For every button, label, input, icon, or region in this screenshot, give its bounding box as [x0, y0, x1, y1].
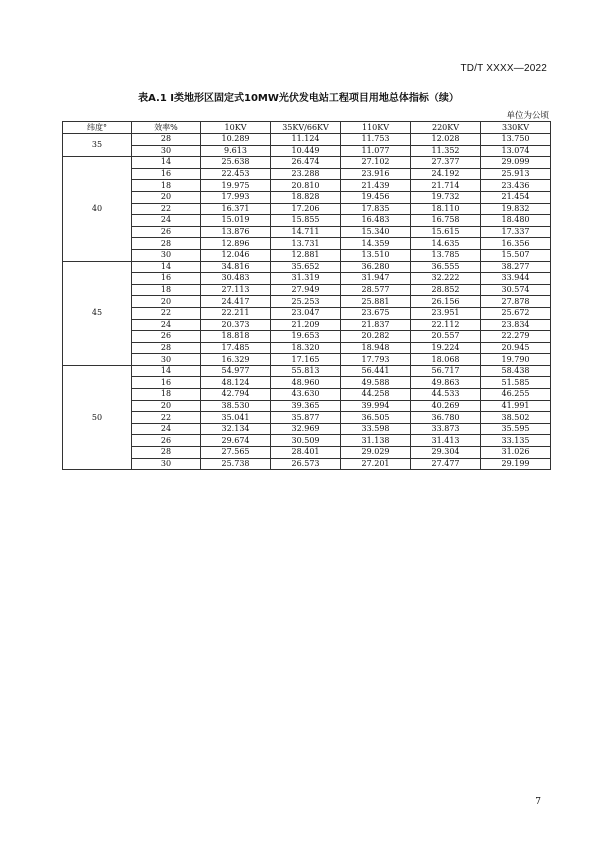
value-cell: 39.365 [271, 400, 341, 412]
value-cell: 36.780 [411, 412, 481, 424]
value-cell: 19.224 [411, 342, 481, 354]
value-cell: 20.945 [481, 342, 551, 354]
value-cell: 28.577 [341, 284, 411, 296]
value-cell: 22.211 [201, 307, 271, 319]
value-cell: 22.279 [481, 331, 551, 343]
value-cell: 28.401 [271, 447, 341, 459]
column-header: 220KV [411, 122, 481, 134]
efficiency-cell: 24 [132, 423, 201, 435]
efficiency-cell: 26 [132, 226, 201, 238]
value-cell: 26.156 [411, 296, 481, 308]
value-cell: 20.373 [201, 319, 271, 331]
value-cell: 27.949 [271, 284, 341, 296]
efficiency-cell: 22 [132, 412, 201, 424]
value-cell: 15.615 [411, 226, 481, 238]
efficiency-cell: 30 [132, 145, 201, 157]
value-cell: 23.047 [271, 307, 341, 319]
value-cell: 35.595 [481, 423, 551, 435]
value-cell: 13.750 [481, 134, 551, 146]
land-use-index-table [62, 121, 551, 470]
value-cell: 29.029 [341, 447, 411, 459]
efficiency-cell: 22 [132, 307, 201, 319]
efficiency-cell: 28 [132, 447, 201, 459]
value-cell: 19.732 [411, 191, 481, 203]
value-cell: 42.794 [201, 389, 271, 401]
efficiency-cell: 14 [132, 365, 201, 377]
column-header: 35KV/66KV [271, 122, 341, 134]
value-cell: 35.041 [201, 412, 271, 424]
table-title: 表A.1 Ⅰ类地形区固定式10MW光伏发电站工程项目用地总体指标（续） [138, 93, 459, 104]
value-cell: 22.112 [411, 319, 481, 331]
efficiency-cell: 20 [132, 191, 201, 203]
value-cell: 49.863 [411, 377, 481, 389]
efficiency-cell: 24 [132, 319, 201, 331]
value-cell: 33.598 [341, 423, 411, 435]
value-cell: 22.453 [201, 168, 271, 180]
value-cell: 38.530 [201, 400, 271, 412]
value-cell: 19.975 [201, 180, 271, 192]
column-header: 330KV [481, 122, 551, 134]
efficiency-cell: 14 [132, 261, 201, 273]
value-cell: 12.896 [201, 238, 271, 250]
value-cell: 44.258 [341, 389, 411, 401]
efficiency-cell: 22 [132, 203, 201, 215]
table-row [63, 400, 551, 412]
value-cell: 49.588 [341, 377, 411, 389]
value-cell: 15.340 [341, 226, 411, 238]
value-cell: 15.507 [481, 249, 551, 261]
column-header: 10KV [201, 122, 271, 134]
value-cell: 14.711 [271, 226, 341, 238]
latitude-group [63, 261, 551, 365]
value-cell: 38.502 [481, 412, 551, 424]
value-cell: 13.510 [341, 249, 411, 261]
value-cell: 17.485 [201, 342, 271, 354]
efficiency-cell: 30 [132, 249, 201, 261]
value-cell: 20.810 [271, 180, 341, 192]
value-cell: 43.630 [271, 389, 341, 401]
value-cell: 25.638 [201, 157, 271, 169]
value-cell: 28.852 [411, 284, 481, 296]
table-row [63, 157, 551, 169]
latitude-group [63, 134, 551, 157]
efficiency-cell: 28 [132, 342, 201, 354]
value-cell: 17.793 [341, 354, 411, 366]
value-cell: 16.371 [201, 203, 271, 215]
value-cell: 10.289 [201, 134, 271, 146]
value-cell: 13.785 [411, 249, 481, 261]
value-cell: 15.855 [271, 215, 341, 227]
table-row [63, 296, 551, 308]
value-cell: 13.731 [271, 238, 341, 250]
value-cell: 18.818 [201, 331, 271, 343]
efficiency-cell: 28 [132, 238, 201, 250]
value-cell: 13.876 [201, 226, 271, 238]
value-cell: 12.881 [271, 249, 341, 261]
value-cell: 48.960 [271, 377, 341, 389]
value-cell: 19.790 [481, 354, 551, 366]
value-cell: 25.738 [201, 458, 271, 470]
efficiency-cell: 16 [132, 273, 201, 285]
efficiency-cell: 18 [132, 284, 201, 296]
value-cell: 20.282 [341, 331, 411, 343]
value-cell: 27.113 [201, 284, 271, 296]
value-cell: 21.714 [411, 180, 481, 192]
value-cell: 54.977 [201, 365, 271, 377]
table-row [63, 226, 551, 238]
value-cell: 27.201 [341, 458, 411, 470]
value-cell: 29.199 [481, 458, 551, 470]
value-cell: 51.585 [481, 377, 551, 389]
value-cell: 11.077 [341, 145, 411, 157]
value-cell: 23.675 [341, 307, 411, 319]
value-cell: 24.417 [201, 296, 271, 308]
value-cell: 40.269 [411, 400, 481, 412]
table-row [63, 423, 551, 435]
value-cell: 20.557 [411, 331, 481, 343]
table-row [63, 377, 551, 389]
value-cell: 33.135 [481, 435, 551, 447]
value-cell: 33.873 [411, 423, 481, 435]
value-cell: 31.319 [271, 273, 341, 285]
latitude-group [63, 157, 551, 261]
value-cell: 35.652 [271, 261, 341, 273]
efficiency-cell: 20 [132, 400, 201, 412]
value-cell: 21.837 [341, 319, 411, 331]
column-header: 110KV [341, 122, 411, 134]
efficiency-cell: 20 [132, 296, 201, 308]
value-cell: 14.359 [341, 238, 411, 250]
value-cell: 27.377 [411, 157, 481, 169]
page-number: 7 [535, 797, 541, 807]
value-cell: 10.449 [271, 145, 341, 157]
value-cell: 14.635 [411, 238, 481, 250]
table-row [63, 307, 551, 319]
value-cell: 58.438 [481, 365, 551, 377]
value-cell: 46.255 [481, 389, 551, 401]
document-code: TD/T XXXX—2022 [460, 63, 547, 74]
value-cell: 21.209 [271, 319, 341, 331]
value-cell: 24.192 [411, 168, 481, 180]
value-cell: 27.565 [201, 447, 271, 459]
value-cell: 23.436 [481, 180, 551, 192]
table-row [63, 389, 551, 401]
value-cell: 9.613 [201, 145, 271, 157]
value-cell: 32.222 [411, 273, 481, 285]
table-header-row [63, 122, 551, 134]
latitude-cell: 45 [63, 261, 132, 365]
efficiency-cell: 26 [132, 331, 201, 343]
latitude-cell: 40 [63, 157, 132, 261]
value-cell: 27.878 [481, 296, 551, 308]
value-cell: 31.947 [341, 273, 411, 285]
efficiency-cell: 28 [132, 134, 201, 146]
value-cell: 21.439 [341, 180, 411, 192]
value-cell: 18.480 [481, 215, 551, 227]
value-cell: 16.483 [341, 215, 411, 227]
table-row [63, 354, 551, 366]
table-row [63, 203, 551, 215]
efficiency-cell: 16 [132, 377, 201, 389]
value-cell: 39.994 [341, 400, 411, 412]
value-cell: 26.573 [271, 458, 341, 470]
efficiency-cell: 18 [132, 180, 201, 192]
value-cell: 16.758 [411, 215, 481, 227]
value-cell: 25.881 [341, 296, 411, 308]
table-row [63, 191, 551, 203]
value-cell: 55.813 [271, 365, 341, 377]
value-cell: 21.454 [481, 191, 551, 203]
value-cell: 26.474 [271, 157, 341, 169]
column-header: 效率% [132, 122, 201, 134]
value-cell: 36.555 [411, 261, 481, 273]
value-cell: 25.913 [481, 168, 551, 180]
table-row [63, 261, 551, 273]
table-row [63, 342, 551, 354]
table-row [63, 447, 551, 459]
value-cell: 18.948 [341, 342, 411, 354]
table-row [63, 145, 551, 157]
value-cell: 44.533 [411, 389, 481, 401]
efficiency-cell: 24 [132, 215, 201, 227]
value-cell: 18.320 [271, 342, 341, 354]
value-cell: 19.456 [341, 191, 411, 203]
efficiency-cell: 14 [132, 157, 201, 169]
table-row [63, 273, 551, 285]
efficiency-cell: 30 [132, 458, 201, 470]
unit-note: 单位为公顷 [506, 111, 549, 121]
value-cell: 25.672 [481, 307, 551, 319]
value-cell: 12.046 [201, 249, 271, 261]
value-cell: 17.835 [341, 203, 411, 215]
value-cell: 31.026 [481, 447, 551, 459]
table-row [63, 458, 551, 470]
value-cell: 33.944 [481, 273, 551, 285]
table-row [63, 215, 551, 227]
value-cell: 17.993 [201, 191, 271, 203]
table-row [63, 331, 551, 343]
value-cell: 13.074 [481, 145, 551, 157]
value-cell: 17.337 [481, 226, 551, 238]
value-cell: 36.280 [341, 261, 411, 273]
value-cell: 25.253 [271, 296, 341, 308]
value-cell: 18.828 [271, 191, 341, 203]
value-cell: 27.477 [411, 458, 481, 470]
value-cell: 41.991 [481, 400, 551, 412]
value-cell: 34.816 [201, 261, 271, 273]
value-cell: 32.969 [271, 423, 341, 435]
efficiency-cell: 26 [132, 435, 201, 447]
value-cell: 18.110 [411, 203, 481, 215]
value-cell: 12.028 [411, 134, 481, 146]
efficiency-cell: 18 [132, 389, 201, 401]
value-cell: 15.019 [201, 215, 271, 227]
value-cell: 23.288 [271, 168, 341, 180]
efficiency-cell: 30 [132, 354, 201, 366]
table-row [63, 435, 551, 447]
value-cell: 23.951 [411, 307, 481, 319]
table-row [63, 249, 551, 261]
latitude-group [63, 365, 551, 469]
value-cell: 11.753 [341, 134, 411, 146]
value-cell: 31.413 [411, 435, 481, 447]
value-cell: 17.206 [271, 203, 341, 215]
table-row [63, 168, 551, 180]
table-row [63, 365, 551, 377]
table-row [63, 284, 551, 296]
value-cell: 32.134 [201, 423, 271, 435]
value-cell: 31.138 [341, 435, 411, 447]
value-cell: 29.674 [201, 435, 271, 447]
latitude-cell: 35 [63, 134, 132, 157]
value-cell: 29.099 [481, 157, 551, 169]
value-cell: 19.832 [481, 203, 551, 215]
value-cell: 17.165 [271, 354, 341, 366]
table-row [63, 319, 551, 331]
value-cell: 30.483 [201, 273, 271, 285]
table-row [63, 238, 551, 250]
value-cell: 11.352 [411, 145, 481, 157]
value-cell: 23.834 [481, 319, 551, 331]
value-cell: 30.509 [271, 435, 341, 447]
value-cell: 19.653 [271, 331, 341, 343]
value-cell: 36.505 [341, 412, 411, 424]
value-cell: 56.717 [411, 365, 481, 377]
value-cell: 16.356 [481, 238, 551, 250]
value-cell: 11.124 [271, 134, 341, 146]
value-cell: 16.329 [201, 354, 271, 366]
value-cell: 38.277 [481, 261, 551, 273]
value-cell: 48.124 [201, 377, 271, 389]
latitude-cell: 50 [63, 365, 132, 469]
column-header: 纬度° [63, 122, 132, 134]
value-cell: 27.102 [341, 157, 411, 169]
value-cell: 56.441 [341, 365, 411, 377]
value-cell: 23.916 [341, 168, 411, 180]
value-cell: 29.304 [411, 447, 481, 459]
value-cell: 18.068 [411, 354, 481, 366]
value-cell: 30.574 [481, 284, 551, 296]
value-cell: 35.877 [271, 412, 341, 424]
table-row [63, 134, 551, 146]
table-row [63, 412, 551, 424]
efficiency-cell: 16 [132, 168, 201, 180]
table-row [63, 180, 551, 192]
